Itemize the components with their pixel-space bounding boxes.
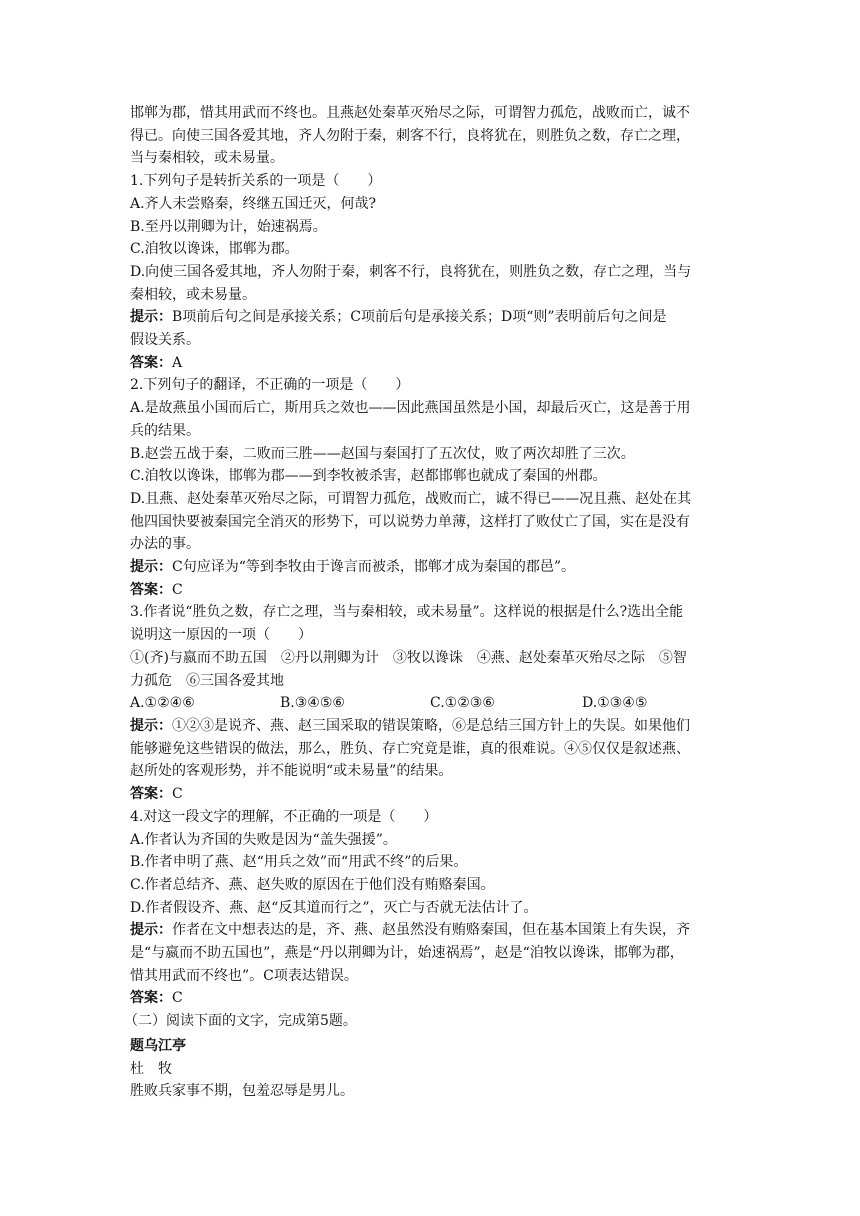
hint-text: C句应译为“等到李牧由于谗言而被杀，邯郸才成为秦国的郡邑”。 — [172, 559, 576, 576]
hint-label: 提示： — [130, 717, 172, 734]
question-3-answer — [130, 783, 732, 806]
question-1-hint — [130, 306, 732, 329]
question-2-option: B.赵尝五战于秦，二败而三胜——赵国与秦国打了五次仗，败了两次却胜了三次。 — [130, 445, 635, 462]
poem-line: 胜败兵家事不期，包羞忍辱是男儿。 — [130, 1083, 354, 1100]
question-2-option: 办法的事。 — [130, 536, 200, 553]
question-3-hint — [130, 715, 732, 738]
question-3-stem-cont: 说明这一原因的一项（ ） — [130, 627, 312, 644]
question-4-option: B.作者申明了燕、赵“用兵之效”而“用武不终”的后果。 — [130, 854, 468, 871]
answer-label: 答案： — [130, 990, 172, 1007]
hint-text: ①②③是说齐、燕、赵三国采取的错误策略，⑥是总结三国方针上的失误。如果他们 — [172, 717, 690, 734]
hint-text: B项前后句之间是承接关系；C项前后句是承接关系；D项“则”表明前后句之间是 — [172, 309, 667, 326]
hint-label: 提示： — [130, 559, 172, 576]
answer-label: 答案： — [130, 581, 172, 598]
question-2-option: 兵的结果。 — [130, 422, 200, 439]
answer-value: C — [172, 786, 183, 803]
question-4-answer — [130, 987, 732, 1010]
question-1-option: A.齐人未尝赂秦，终继五国迁灭，何哉? — [130, 195, 377, 212]
question-2-answer — [130, 579, 732, 602]
intro-line: 得已。向使三国各爱其地，齐人勿附于秦，刺客不行，良将犹在，则胜负之数，存亡之理， — [130, 127, 690, 144]
choice-a: A.①②④⑥ — [130, 695, 195, 712]
question-1-option: 秦相较，或未易量。 — [130, 286, 256, 303]
question-1-option: D.向使三国各爱其地，齐人勿附于秦，刺客不行，良将犹在，则胜负之数，存亡之理，当与 — [130, 263, 692, 280]
answer-value: A — [172, 354, 183, 371]
intro-line: 当与秦相较，或未易量。 — [130, 150, 284, 167]
intro-line: 邯郸为郡，惜其用武而不终也。且燕赵处秦革灭殆尽之际，可谓智力孤危，战败而亡，诚不 — [130, 105, 690, 121]
question-4-option: A.作者认为齐国的失败是因为“盖失强援”。 — [130, 831, 397, 848]
question-2-option: A.是故燕虽小国而后亡，斯用兵之效也——因此燕国虽然是小国，却最后灭亡，这是善于用 — [130, 400, 691, 417]
document-body — [124, 102, 732, 1103]
hint-text: 作者在文中想表达的是，齐、燕、赵虽然没有贿赂秦国，但在基本国策上有失误，齐 — [172, 922, 690, 939]
question-4-hint-cont: 是“与嬴而不助五国也”，燕是“丹以荆卿为计，始速祸焉”，赵是“洎牧以谗诛，邯郸为郡， — [130, 945, 684, 962]
answer-label: 答案： — [130, 354, 172, 371]
question-1-answer — [130, 352, 732, 375]
choice-d: D.①③④⑤ — [582, 695, 648, 712]
answer-value: C — [172, 990, 183, 1007]
question-1-option: C.洎牧以谗诛，邯郸为郡。 — [130, 241, 299, 258]
question-2-option: 他四国快要被秦国完全消灭的形势下，可以说势力单薄，这样打了败仗亡了国，实在是没有 — [130, 513, 690, 530]
poem-title: 题乌江亭 — [130, 1037, 186, 1054]
answer-label: 答案： — [130, 786, 172, 803]
question-3-items-cont: 力孤危 ⑥三国各爱其地 — [130, 672, 284, 689]
answer-value: C — [172, 581, 183, 598]
question-1-hint-cont: 假设关系。 — [130, 332, 200, 349]
question-2-hint — [130, 556, 732, 579]
question-4-stem: 4.对这一段文字的理解，不正确的一项是（ ） — [130, 808, 438, 825]
question-1-stem: 1.下列句子是转折关系的一项是（ ） — [130, 173, 382, 190]
hint-label: 提示： — [130, 922, 172, 939]
section-heading: （二）阅读下面的文字，完成第5题。 — [124, 1013, 357, 1030]
question-2-option: D.且燕、赵处秦革灭殆尽之际，可谓智力孤危，战败而亡，诚不得已——况且燕、赵处在其 — [130, 490, 692, 507]
hint-label: 提示： — [130, 309, 172, 326]
poem-author: 杜牧 — [130, 1060, 186, 1077]
choice-c: C.①②③⑥ — [430, 695, 495, 712]
question-4-option: D.作者假设齐、燕、赵“反其道而行之”，灭亡与否就无法估计了。 — [130, 899, 538, 916]
question-2-option: C.洎牧以谗诛，邯郸为郡——到李牧被杀害，赵都邯郸也就成了秦国的州郡。 — [130, 468, 607, 485]
question-1-option: B.至丹以荆卿为计，始速祸焉。 — [130, 218, 327, 235]
question-2-stem: 2.下列句子的翻译，不正确的一项是（ ） — [130, 377, 410, 394]
question-3-choices — [130, 692, 732, 715]
question-3-hint-cont: 能够避免这些错误的做法，那么，胜负、存亡究竟是谁，真的很难说。④⑤仅仅是叙述燕、 — [130, 740, 690, 757]
question-3-hint-cont: 赵所处的客观形势，并不能说明“或未易量”的结果。 — [130, 763, 453, 780]
question-4-option: C.作者总结齐、燕、赵失败的原因在于他们没有贿赂秦国。 — [130, 876, 495, 893]
choice-b: B.③④⑤⑥ — [280, 695, 345, 712]
question-4-hint-cont: 惜其用武而不终也”。C项表达错误。 — [130, 967, 358, 984]
question-3-stem: 3.作者说“胜负之数，存亡之理，当与秦相较，或未易量”。这样说的根据是什么?选出全能 — [130, 604, 684, 621]
question-3-items: ①(齐)与嬴而不助五国 ②丹以荆卿为计 ③牧以谗诛 ④燕、赵处秦革灭殆尽之际 ⑤智 — [130, 649, 687, 666]
question-4-hint — [130, 919, 732, 942]
